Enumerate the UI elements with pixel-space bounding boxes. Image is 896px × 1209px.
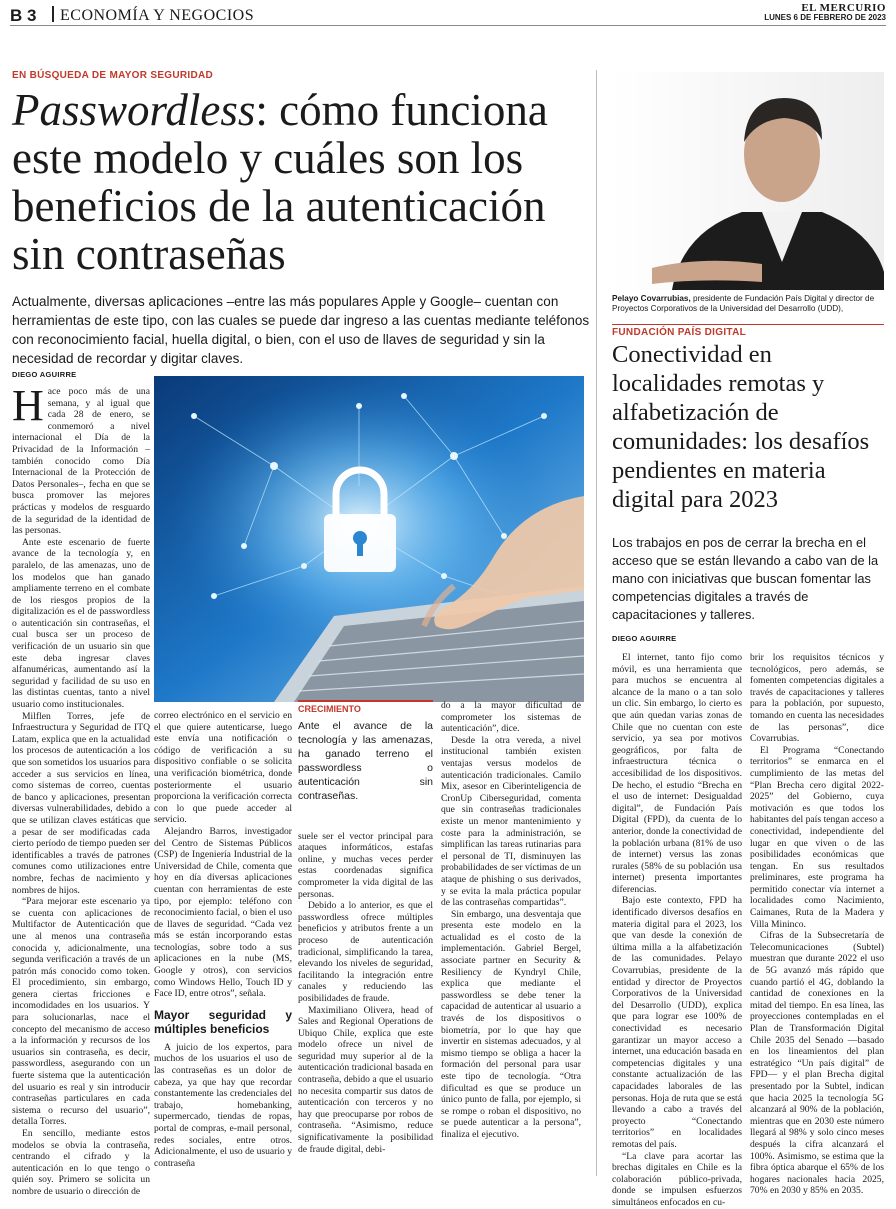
headline-rest: : cómo funciona este modelo y cuáles son los beneficios de la autenticación sin contraseñas xyxy=(12,85,548,279)
side-column-1 xyxy=(612,652,742,1208)
drop-cap: H xyxy=(12,381,44,430)
hero-image-security-padlock xyxy=(154,376,584,702)
page-number: B 3 xyxy=(10,6,37,25)
paragraph: Cifras de la Subsecretaría de Telecomunicaciones (Subtel) muestran que durante 2022 el uso de 5G avanzó más rápido que cuando partió el 4G, doblando la cantidad de conexiones en la mitad del tiempo. En esa línea, las proyecciones contempladas en el Plan de Transformación Digital Chile 2035 del Senado —basado en los lineamientos del plan estratégico “Un país digital” de FPD— y el plan Brecha digital presentado por la Subtel, indican que hacia 2025 la tecnología 5G alcanzará al 90% de la población, mientras que en 2030 este número llegará al 98% y solo cinco meses después la cifra alcanzará el 100%. Asimismo, se estima que la fibra óptica abarque el 65% de los hogares nacionales hacia 2025, 70% en 2030 y 85% en 2035. xyxy=(750,930,884,1197)
main-headline xyxy=(12,86,592,278)
paragraph: Bajo este contexto, FPD ha identificado diversos desafíos en materia digital para el 2023, los que van desde la conexión de última milla a la alfabetización de las comunidades. Pelayo Covarrubias, presidente de la entidad y director de Proyectos Corporativos de la Universidad del Desarrollo (UDD), explica que para lograr ese 100% de conectividad es necesario garantizar un mayor acceso a internet, una educación basada en competencias digitales y una constante actualización de las capacidades laborales de las personas. Hoja de ruta que se está llevando a cabo a través del proyecto “Conectando territorios” en localidades remotas del país. xyxy=(612,895,742,1150)
paragraph: El internet, tanto fijo como móvil, es una herramienta que para muchos se encuentra al alcance de la mano o a tan solo un clic. Sin embargo, lo cierto es que aún quedan varias zonas de Chile que no cuentan con este servicio, ya sea por motivos geográficos, por falta de infraestructura técnica o accesibilidad de los dispositivos. De hecho, el estudio “Brecha en el uso de internet: Desigualdad digital”, de Fundación País Digital (FPD), da cuenta de lo anterior, donde la conectividad de la población urbana (81% de uso de internet) versus las zonas rurales (58% de su población usa internet) presenta importantes diferencias. xyxy=(612,652,742,895)
paragraph: do a la mayor dificultad de comprometer los sistemas de autenticación”, dice. xyxy=(441,700,581,735)
headline-italic: Passwordless xyxy=(12,85,256,135)
main-column-2 xyxy=(154,710,292,1176)
photo-caption xyxy=(612,294,884,314)
header-separator xyxy=(52,6,54,22)
paragraph: Alejandro Barros, investigador del Centro de Sistemas Públicos (CSP) de Ingeniería Industrial de la Universidad de Chile, comenta que hoy en día diversas aplicaciones cuentan con herramientas de este tipo, por ejemplo: teléfono con reconocimiento facial, o bien el uso de llaves de seguridad. “Cada vez más se están incorporando estas tecnologías, sobre todo a sus aplicaciones en la nube (MS, Google y otros), con servicios como Windows Hello, Touch ID y Face ID, entre otros”, señala. xyxy=(154,825,292,1000)
pull-quote-kicker: CRECIMIENTO xyxy=(298,704,361,714)
column-divider xyxy=(596,70,597,1176)
paragraph: “Para mejorar este escenario ya se cuenta con aplicaciones de Multifactor de Autenticación que une al menos una contraseña conocida y, adicionalmente, una segunda verificación a través de un patrón más conocido como token. El procedimiento, sin embargo, genera ciertas fricciones e incomodidades en los usuarios. Y para solucionarlas, nace el concepto del mecanismo de acceso a la información y recursos de los usuarios sin contraseña, es decir, passwordless, asegurando con un fuerte sistema que la autenticación del usuario es real y sin introducir contraseñas particulares en cada sistema o recurso del usuario”, detalla Torres. xyxy=(12,896,150,1128)
paragraph: Sin embargo, una desventaja que presenta este modelo en la actualidad es el costo de la implementación. Gabriel Bergel, associate partner en Security & Resiliency de Kyndryl Chile, explica que mediante el passwordless se debe tener la capacidad de autenticar al usuario a través de los dispositivos o biometría, por lo que hay que invertir en sistemas adecuados, y al mismo tiempo se obliga a hacer la formación del personal para usar este tipo de tecnología. “Otra dificultad es que se produce un único punto de falla, por ejemplo, si se rompe o roban el dispositivo, no se puede autenticar a la persona”, finaliza el ejecutivo. xyxy=(441,908,581,1140)
side-column-2 xyxy=(750,652,884,1197)
paragraph: Debido a lo anterior, es que el passwordless ofrece múltiples beneficios y atributos frente a un proceso de autenticación tradicional, simplificando la tarea, elevando los niveles de seguridad, facilitando la integración entre canales y reduciendo las posibilidades de fraude. xyxy=(298,900,433,1004)
paragraph: Maximiliano Olivera, head of Sales and Regional Operations de Ubiquo Chile, explica que este modelo ofrece un nivel de seguridad muy superior al de la autenticación tradicional basada en contraseña, debido a que el usuario no necesita compartir sus datos de autenticación con terceros y no hay que preocuparse por robos de contraseña. “Asimismo, reduce significativamente la posibilidad de fraude digital, debi- xyxy=(298,1004,433,1155)
paragraph: brir los requisitos técnicos y tecnológicos, pero además, se fomenten competencias digitales a través de capacitaciones y talleres para la población, por supuesto, tomando en cuenta las necesidades de las personas”, dice Covarrubias. xyxy=(750,652,884,745)
newspaper-name: EL MERCURIO xyxy=(801,2,886,14)
pull-quote-text: Ante el avance de la tecnología y las amenazas, ha ganado terreno el passwordless o autenticación sin contraseñas. xyxy=(298,719,433,802)
paragraph: correo electrónico en el servicio en el que quiere autenticarse, luego este envía una notificación o código de verificación a su dispositivo confiable o se solicita una verificación biométrica, donde posteriormente el usuario proporciona la verificación correcta con lo que puede acceder al servicio. xyxy=(154,710,292,826)
paragraph: ace poco más de una semana, y al igual que cada 28 de enero, se conmemoró a nivel internacional el Día de la Privacidad de la Información –también conocido como Día Internacional de la Protección de Datos Personales–, fecha en que se busca promover las mejores prácticas y modelos de resguardo de la seguridad de la identidad de las personas. xyxy=(12,386,150,537)
page-header xyxy=(10,4,886,26)
paragraph: El Programa “Conectando territorios” se enmarca en el cumplimiento de las metas del “Plan Brecha cero digital 2022-2025” del Gobierno, cuya motivación es que todos los habitantes del país tengan acceso a conectividad, independiente del lugar en que viven o de las posibilidades económicas que tengan. En sus resultados preliminares, este programa ha permitido conectar vía internet a localidades como Nacimiento, Caimanes, Ruta de la Madera y Villa Mininco. xyxy=(750,744,884,930)
main-column-1 xyxy=(12,381,150,1197)
main-byline: DIEGO AGUIRRE xyxy=(12,370,77,379)
main-lead: Actualmente, diversas aplicaciones –entre las más populares Apple y Google– cuentan con herramientas de este tipo, con las cuales se puede dar ingreso a las cuentas mediante teléfonos con reconocimiento facial, huella digital, o bien, con el uso de llaves de seguridad y sin la necesidad de recordar y digitar claves. xyxy=(12,294,590,366)
main-column-3 xyxy=(298,700,433,1176)
side-kicker: FUNDACIÓN PAÍS DIGITAL xyxy=(612,324,884,338)
paragraph: A juicio de los expertos, para muchos de los usuarios el uso de las contraseñas es un dolor de cabeza, ya que hay que recordar constantemente las credenciales del trabajo, homebanking, supermercado, tiendas de ropas, portal de compras, e-mail personal, redes sociales, entre otros. Adicionalmente, el uso de usuario y contraseña xyxy=(154,1041,293,1169)
caption-name: Pelayo Covarrubias, xyxy=(612,294,691,303)
section-subhead: Mayor seguridad y múltiples beneficios xyxy=(154,1007,292,1036)
paragraph: Desde la otra vereda, a nivel institucional también existen ventajas versus modelos de autenticación tradicionales. Camilo Mix, asesor en Ciberinteligencia de CronUp Ciberseguridad, comenta que sin contraseñas tradicionales existe un menor mantenimiento y coste para la administración, se simplifican las tareas rutinarias para el personal de TI, disminuyen las probabilidades de ser víctimas de un ataque de phishing o sus derivados, y se evita la mala práctica popular de las contraseñas compartidas”. xyxy=(441,734,581,909)
main-kicker: EN BÚSQUEDA DE MAYOR SEGURIDAD xyxy=(12,70,214,81)
side-lead: Los trabajos en pos de cerrar la brecha en el acceso que se están llevando a cabo van de la mano con iniciativas que buscan fomentar las competencias digitales a través de capacitaciones y talleres. xyxy=(612,535,879,622)
paragraph: “La clave para acortar las brechas digitales en Chile es la colaboración público-privada, donde se impulsen esfuerzos simultáneos enfocados en cu- xyxy=(612,1150,742,1208)
portrait-photo xyxy=(612,72,884,290)
paragraph: Ante este escenario de fuerte avance de la tecnología y, en paralelo, de las amenazas, uno de los modelos que han ganado ampliamente terreno en el combate de los riesgos propios de la digitalización es el de passwordless o autenticación sin contraseñas, el cual busca ser un proceso de verificación de un usuario sin que este deba ingresar claves alfanuméricas, aumentando así la seguridad y facilidad de su uso en las distintas cuentas, tanto a nivel usuario como institucionales. xyxy=(12,536,150,711)
side-byline: DIEGO AGUIRRE xyxy=(612,634,677,643)
issue-date: LUNES 6 DE FEBRERO DE 2023 xyxy=(764,13,886,22)
section-name: ECONOMÍA Y NEGOCIOS xyxy=(60,7,255,24)
paragraph: suele ser el vector principal para ataques informáticos, estafas online, y muchas veces perder estas coordenadas significa comprometer la vida digital de las personas. xyxy=(298,830,433,900)
main-column-4 xyxy=(441,700,581,1176)
side-headline: Conectividad en localidades remotas y alfabetización de comunidades: los desafíos pendientes en materia digital para 2023 xyxy=(612,341,870,513)
paragraph: Milflen Torres, jefe de Infraestructura y Seguridad de ITQ Latam, explica que en la actualidad los procesos de autenticación a los que son sometidos los usuarios para acceder a sus servicios en línea, como sistemas de correo, cuentas de banco y aplicaciones, presentan diversas vulnerabilidades, debido a que se utilizan claves estáticas que a pesar de ser modificadas cada cierto período de tiempo pueden ser identificables a través de patrones comunes como utilizaciones entre nombre, fechas de nacimiento y nombres de hijos. xyxy=(12,710,150,896)
paragraph: En sencillo, mediante estos modelos se obvia la contraseña, centrando el cifrado y la autenticación en lo que tengo o quién soy. Primero se solicita un nombre de usuario o dirección de xyxy=(12,1128,150,1197)
pull-quote xyxy=(298,700,433,803)
caption-text: presidente de Fundación País Digital y director de Proyectos Corporativos de la Universidad del Desarrollo (UDD), xyxy=(612,294,875,313)
